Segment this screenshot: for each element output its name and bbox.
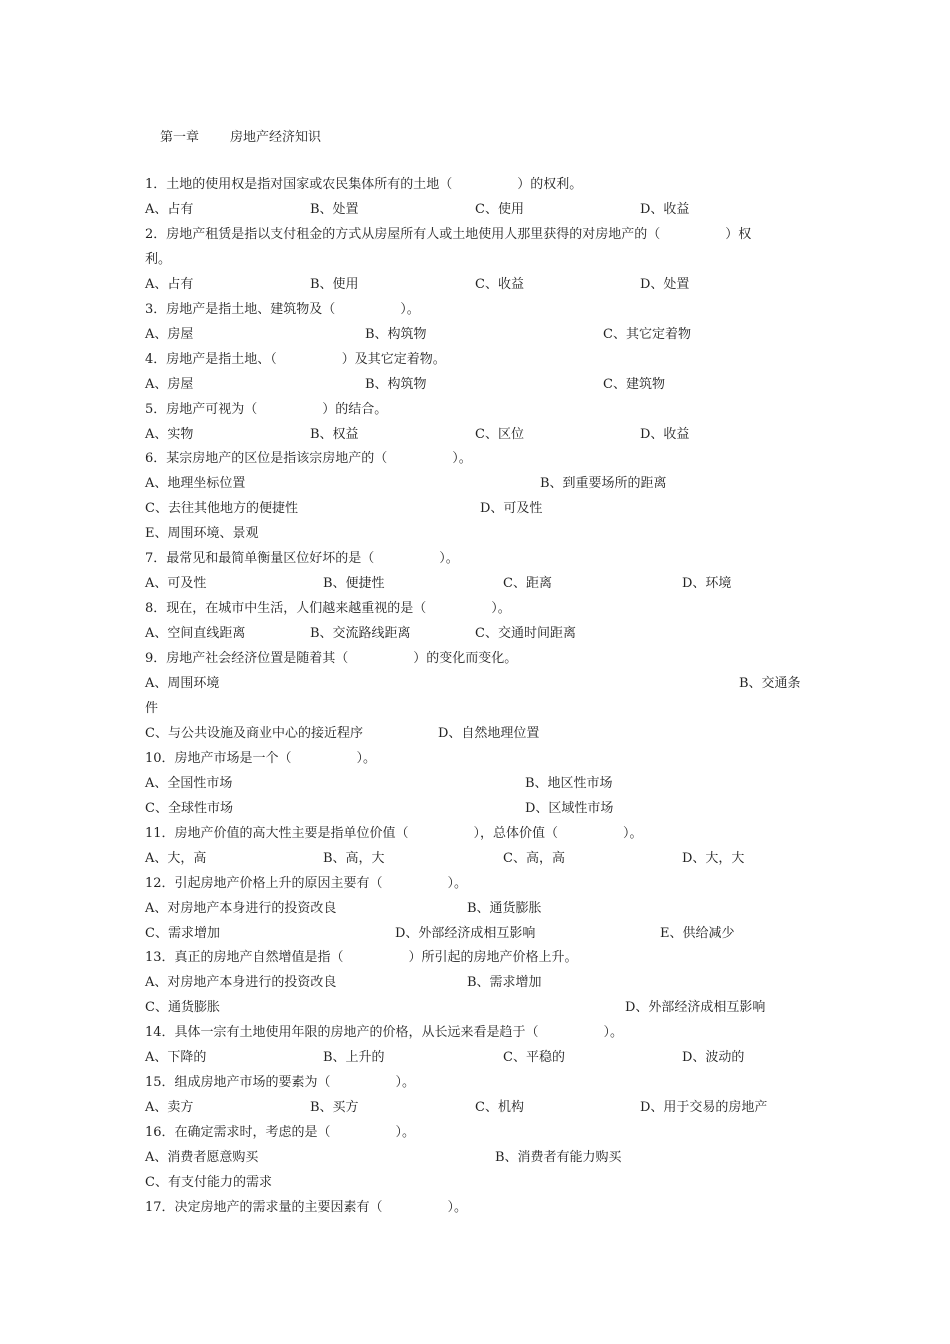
option-text: D、可及性 bbox=[480, 501, 543, 517]
line-text: 10．房地产市场是一个（ ）。 bbox=[145, 750, 377, 766]
option-text: A、卖方 bbox=[145, 1100, 194, 1116]
option-text: A、下降的 bbox=[145, 1050, 207, 1066]
options-row bbox=[145, 375, 825, 395]
option-text: B、买方 bbox=[310, 1100, 359, 1116]
line-text: 9．房地产社会经济位置是随着其（ ）的变化而变化。 bbox=[145, 651, 518, 667]
question-line bbox=[145, 549, 825, 569]
option-text: E、供给减少 bbox=[660, 925, 735, 941]
question-line bbox=[145, 749, 825, 769]
option-text: C、与公共设施及商业中心的接近程序 bbox=[145, 725, 363, 741]
question-line bbox=[145, 599, 825, 619]
question-line bbox=[145, 1023, 825, 1043]
option-text: A、地理坐标位置 bbox=[145, 476, 246, 492]
option-text: D、大，大 bbox=[682, 850, 745, 866]
options-row bbox=[145, 624, 825, 644]
option-text: C、建筑物 bbox=[603, 376, 665, 392]
question-line bbox=[145, 175, 825, 195]
option-text: C、全球性市场 bbox=[145, 800, 233, 816]
option-text: C、使用 bbox=[475, 201, 524, 217]
line-text: 13．真正的房地产自然增值是指（ ）所引起的房地产价格上升。 bbox=[145, 950, 578, 966]
option-text: D、外部经济成相互影响 bbox=[625, 1000, 766, 1016]
option-text: B、上升的 bbox=[323, 1050, 385, 1066]
option-text: A、对房地产本身进行的投资改良 bbox=[145, 975, 337, 991]
question-line bbox=[145, 1073, 825, 1093]
question-line bbox=[145, 449, 825, 469]
option-text: D、自然地理位置 bbox=[438, 725, 540, 741]
option-text: B、交通条 bbox=[739, 676, 801, 691]
question-line bbox=[145, 824, 825, 844]
options-row bbox=[145, 1148, 825, 1168]
option-text: D、外部经济成相互影响 bbox=[395, 925, 536, 941]
option-text: B、通货膨胀 bbox=[467, 900, 542, 916]
line-text: 1．土地的使用权是指对国家或农民集体所有的土地（ ）的权利。 bbox=[145, 177, 583, 192]
options-row bbox=[145, 499, 825, 519]
option-text: B、使用 bbox=[310, 276, 359, 292]
option-text: A、房屋 bbox=[145, 326, 194, 342]
option-text: D、环境 bbox=[682, 576, 732, 592]
line-text: 15．组成房地产市场的要素为（ ）。 bbox=[145, 1075, 416, 1091]
option-text: A、空间直线距离 bbox=[145, 626, 246, 642]
option-text: D、用于交易的房地产 bbox=[640, 1100, 768, 1116]
option-text: C、其它定着物 bbox=[603, 326, 691, 342]
line-text: 12．引起房地产价格上升的原因主要有（ ）。 bbox=[145, 875, 468, 891]
option-text: A、大，高 bbox=[145, 850, 207, 866]
option-text: A、全国性市场 bbox=[145, 775, 233, 791]
option-text: D、收益 bbox=[640, 201, 690, 217]
line-text: 3．房地产是指土地、建筑物及（ ）。 bbox=[145, 301, 420, 317]
options-row bbox=[145, 849, 825, 869]
option-text: C、距离 bbox=[503, 576, 552, 592]
question-line bbox=[145, 649, 825, 669]
line-text: 2．房地产租赁是指以支付租金的方式从房屋所有人或土地使用人那里获得的对房地产的（ ）权 bbox=[145, 226, 752, 242]
option-text: A、占有 bbox=[145, 201, 194, 217]
options-row bbox=[145, 200, 825, 220]
options-row bbox=[145, 425, 825, 445]
option-text: B、消费者有能力购买 bbox=[495, 1150, 622, 1166]
question-line bbox=[145, 225, 825, 245]
line-text: 6．某宗房地产的区位是指该宗房地产的（ ）。 bbox=[145, 451, 472, 467]
options-row bbox=[145, 275, 825, 295]
chapter-title: 房地产经济知识 bbox=[230, 130, 322, 145]
option-text: C、通货膨胀 bbox=[145, 1000, 220, 1016]
option-text: C、机构 bbox=[475, 1100, 524, 1116]
line-text: 4．房地产是指土地、（ ）及其它定着物。 bbox=[145, 351, 446, 367]
question-line bbox=[145, 250, 825, 270]
option-text: A、对房地产本身进行的投资改良 bbox=[145, 900, 337, 916]
line-text: 8．现在，在城市中生活，人们越来越重视的是（ ）。 bbox=[145, 601, 511, 617]
line-text: 7．最常见和最简单衡量区位好坏的是（ ）。 bbox=[145, 551, 459, 567]
options-row bbox=[145, 474, 825, 494]
question-line bbox=[145, 1123, 825, 1143]
question-line bbox=[145, 948, 825, 968]
option-text: A、实物 bbox=[145, 426, 194, 442]
options-row bbox=[145, 1098, 825, 1118]
question-line bbox=[145, 350, 825, 370]
option-text: B、构筑物 bbox=[365, 326, 427, 342]
chapter-number: 第一章 bbox=[160, 130, 200, 145]
option-text: B、便捷性 bbox=[323, 576, 385, 592]
option-text: D、收益 bbox=[640, 426, 690, 442]
line-text: E、周围环境、景观 bbox=[145, 526, 259, 542]
option-text: A、房屋 bbox=[145, 376, 194, 392]
line-text: 5．房地产可视为（ ）的结合。 bbox=[145, 401, 388, 417]
option-text: B、处置 bbox=[310, 201, 359, 217]
option-text: B、构筑物 bbox=[365, 376, 427, 392]
option-text: B、需求增加 bbox=[467, 975, 542, 991]
option-text: C、高，高 bbox=[503, 850, 565, 866]
line-text: 利。 bbox=[145, 251, 172, 267]
options-row bbox=[145, 799, 825, 819]
options-row bbox=[145, 724, 825, 744]
question-line bbox=[145, 400, 825, 420]
option-text: D、波动的 bbox=[682, 1050, 745, 1066]
option-text: B、高，大 bbox=[323, 850, 385, 866]
option-text: D、区域性市场 bbox=[525, 800, 614, 816]
line-text: C、有支付能力的需求 bbox=[145, 1175, 272, 1190]
options-row bbox=[145, 924, 825, 944]
options-row bbox=[145, 899, 825, 919]
option-text: C、平稳的 bbox=[503, 1050, 565, 1066]
option-text: C、收益 bbox=[475, 276, 524, 292]
options-row bbox=[145, 973, 825, 993]
option-text: C、区位 bbox=[475, 426, 524, 442]
option-text: B、交流路线距离 bbox=[310, 626, 411, 642]
options-row bbox=[145, 574, 825, 594]
options-row bbox=[145, 325, 825, 345]
option-text: B、到重要场所的距离 bbox=[540, 476, 667, 492]
question-line bbox=[145, 699, 825, 719]
question-line bbox=[145, 524, 825, 544]
options-row bbox=[145, 774, 825, 794]
question-line bbox=[145, 300, 825, 320]
option-text: B、地区性市场 bbox=[525, 775, 613, 791]
option-text: A、可及性 bbox=[145, 576, 207, 592]
line-text: 17．决定房地产的需求量的主要因素有（ ）。 bbox=[145, 1199, 468, 1215]
option-text: A、占有 bbox=[145, 276, 194, 292]
option-text: A、消费者愿意购买 bbox=[145, 1150, 259, 1166]
question-line bbox=[145, 1198, 825, 1218]
option-text: C、去往其他地方的便捷性 bbox=[145, 501, 298, 517]
line-text: 16．在确定需求时，考虑的是（ ）。 bbox=[145, 1125, 416, 1141]
line-text: 11．房地产价值的高大性主要是指单位价值（ ），总体价值（ ）。 bbox=[145, 825, 643, 841]
options-row bbox=[145, 998, 825, 1018]
line-text: 件 bbox=[145, 700, 159, 716]
question-line bbox=[145, 1173, 825, 1193]
option-text: B、权益 bbox=[310, 426, 359, 442]
options-row bbox=[145, 1048, 825, 1068]
option-text: D、处置 bbox=[640, 276, 690, 292]
options-row bbox=[145, 674, 825, 694]
line-text: 14．具体一宗有土地使用年限的房地产的价格，从长远来看是趋于（ ）。 bbox=[145, 1025, 624, 1041]
option-text: C、需求增加 bbox=[145, 925, 220, 941]
question-line bbox=[145, 874, 825, 894]
option-text: A、周围环境 bbox=[145, 676, 220, 691]
option-text: C、交通时间距离 bbox=[475, 626, 576, 642]
